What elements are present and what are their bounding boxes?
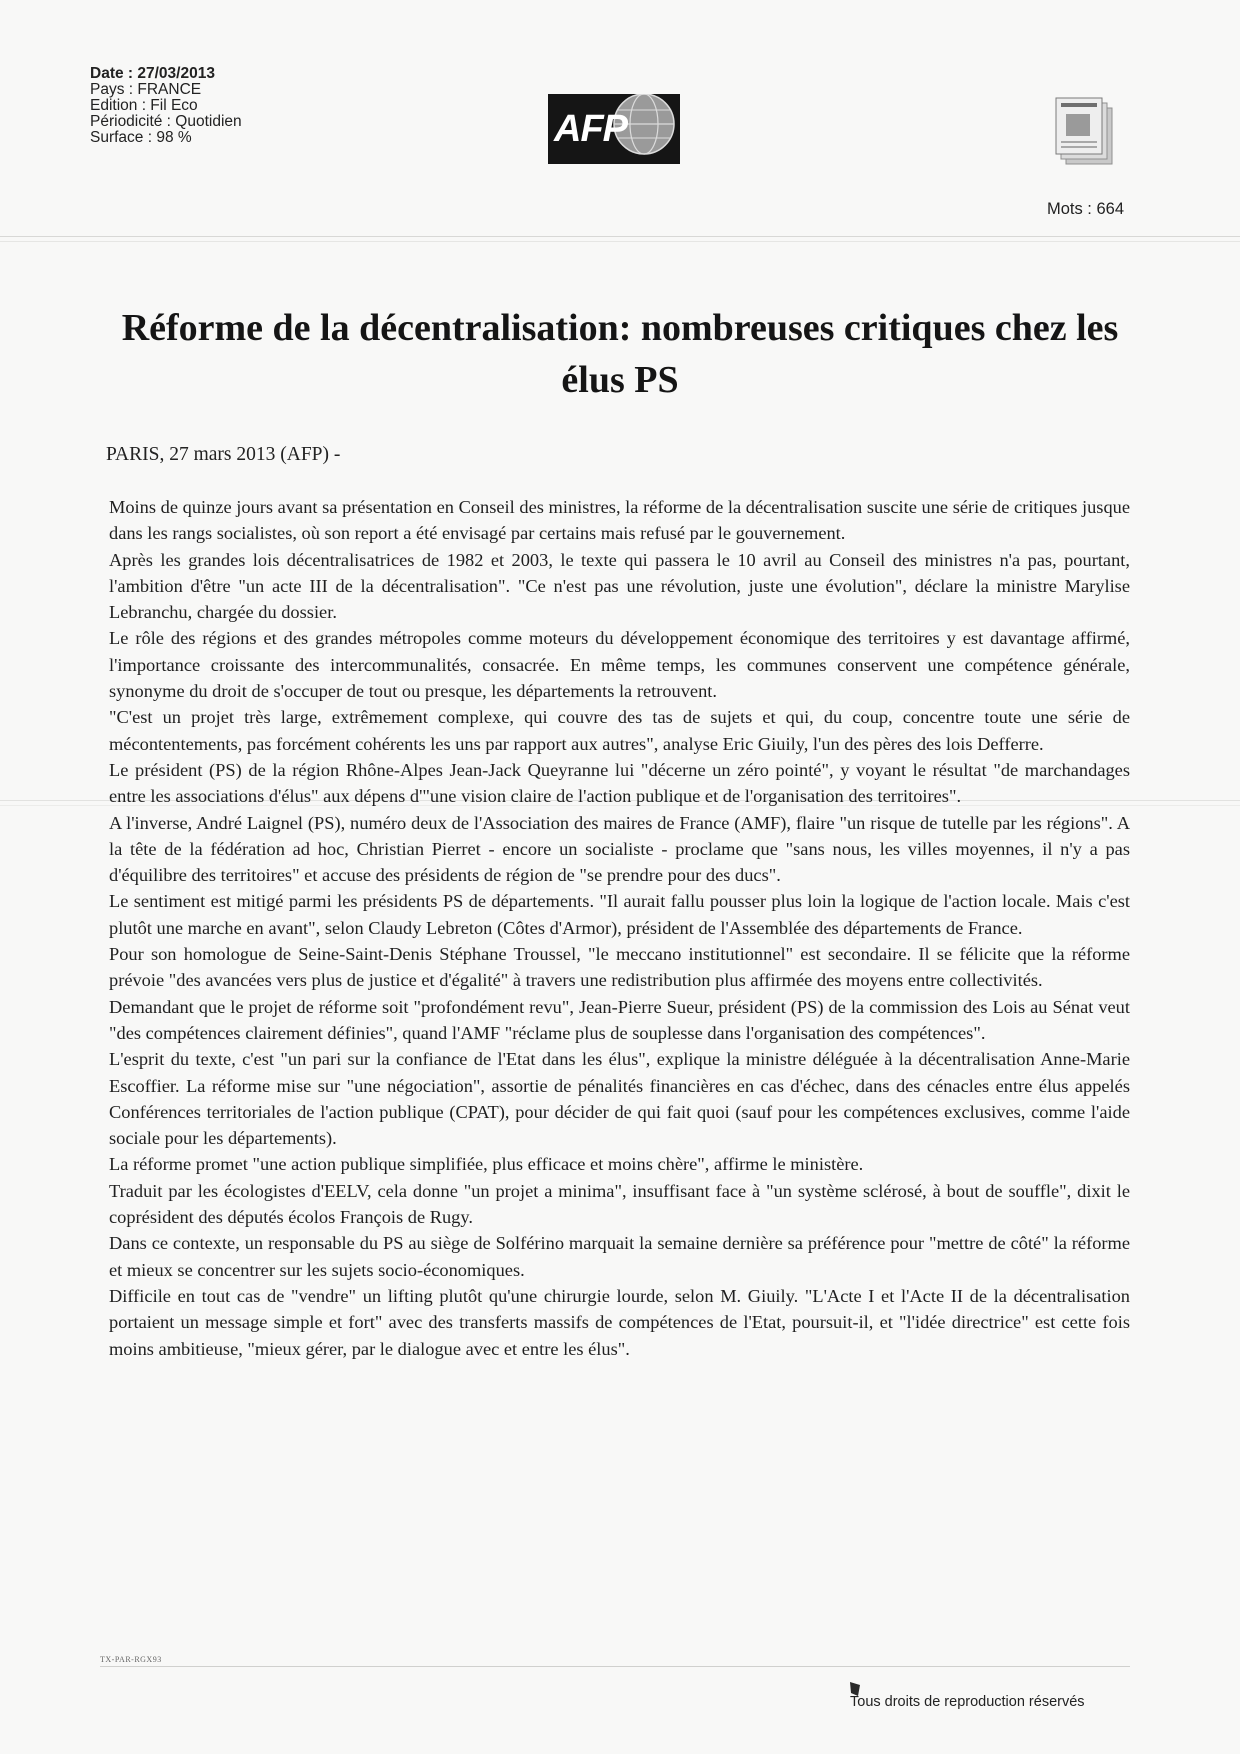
meta-periodicite: Périodicité : Quotidien (90, 113, 242, 130)
article-paragraph: Pour son homologue de Seine-Saint-Denis Stéphane Troussel, "le meccano institutionnel" est secondaire. Il se félicite que la réforme prévoie "des avancées vers plus de justice et d'égalité" à travers une redistribution plus affirmée des moyens entre collectivités. (109, 944, 1130, 991)
article-paragraph: L'esprit du texte, c'est "un pari sur la confiance de l'Etat dans les élus", explique la ministre déléguée à la décentralisation Anne-Marie Escoffier. La réforme mise sur "une négociation", assortie de pénalités financières en cas d'échec, dans des cénacles entre élus appelés Conférences territoriales de l'action publique (CPAT), pour décider de qui fait quoi (sauf pour les compétences exclusives, comme l'aide sociale pour les départements). (109, 1049, 1130, 1149)
article-paragraph: Le sentiment est mitigé parmi les présidents PS de départements. "Il aurait fallu pousser plus loin la logique de l'action locale. Mais c'est plutôt une marche en avant", selon Claudy Lebreton (Côtes d'Armor), président de l'Assemblée des départements de France. (109, 891, 1130, 938)
clipping-metadata (90, 66, 242, 146)
meta-pays: Pays : FRANCE (90, 81, 202, 98)
meta-date: Date : 27/03/2013 (90, 65, 215, 82)
article-paragraph: A l'inverse, André Laignel (PS), numéro deux de l'Association des maires de France (AMF), flaire "un risque de tutelle par les régions". A la tête de la fédération ad hoc, Christian Pierret - encore un socialiste - proclame que "sans nous, les villes moyennes, il n'y a pas d'équilibre des territoires" et accuse des présidents de région de "se prendre pour des ducs". (109, 812, 1130, 886)
header-divider (0, 236, 1240, 237)
article-paragraph: La réforme promet "une action publique simplifiée, plus efficace et moins chère", affirme le ministère. (109, 1154, 864, 1175)
article-dateline: PARIS, 27 mars 2013 (AFP) - (106, 444, 341, 465)
article-paragraph: Dans ce contexte, un responsable du PS au siège de Solférino marquait la semaine dernière sa préférence pour "mettre de côté" la réforme et mieux se concentrer sur les sujets socio-économiques. (109, 1233, 1130, 1280)
article-paragraph: Le rôle des régions et des grandes métropoles comme moteurs du développement économique des territoires y est davantage affirmé, l'importance croissante des intercommunalités, consacrée. En même temps, les communes conservent une compétence générale, synonyme du droit de s'occuper de tout ou presque, les départements la retrouvent. (109, 628, 1130, 702)
article-paragraph: "C'est un projet très large, extrêmement complexe, qui couvre des tas de sujets et qui, du coup, concentre toute une série de mécontentements, pas forcément cohérents les uns par rapport aux autres", analyse Eric Giuily, l'un des pères des lois Defferre. (109, 707, 1130, 754)
article-paragraph: Le président (PS) de la région Rhône-Alpes Jean-Jack Queyranne lui "décerne un zéro pointé", y voyant le résultat "de marchandages entre les associations d'élus" aux dépens d'"une vision claire de l'action publique et de l'organisation des territoires". (109, 759, 1130, 807)
footer-divider (100, 1666, 1130, 1667)
afp-logo (548, 94, 680, 164)
word-count: Mots : 664 (1046, 200, 1124, 218)
article-paragraph: Demandant que le projet de réforme soit "profondément revu", Jean-Pierre Sueur, président (PS) de la commission des Lois au Sénat veut "des compétences clairement définies", quand l'AMF "réclame plus de souplesse dans l'organisation des compétences". (109, 996, 1130, 1043)
article-paragraph: Traduit par les écologistes d'EELV, cela donne "un projet a minima", insuffisant face à "un système sclérosé, à bout de souffle", dixit le coprésident des députés écolos François de Rugy. (109, 1180, 1130, 1228)
meta-edition: Edition : Fil Eco (90, 97, 198, 114)
meta-surface: Surface : 98 % (90, 129, 192, 146)
afp-logo-text: AFP (554, 108, 627, 150)
newspaper-stack-icon (1052, 94, 1120, 170)
article-paragraph: Difficile en tout cas de "vendre" un lifting plutôt qu'une chirurgie lourde, selon M. Giuily. "L'Acte I et l'Acte II de la décentralisation portaient un message simple et fort" avec des transferts massifs de compétences de l'Etat, poursuit-il, et "l'idée directrice" est cette fois moins ambitieuse, "mieux gérer, par le dialogue avec et entre les élus". (109, 1285, 1130, 1359)
article-body (109, 494, 1130, 1362)
article-paragraph: Après les grandes lois décentralisatrices de 1982 et 2003, le texte qui passera le 10 avril au Conseil des ministres n'a pas, pourtant, l'ambition d'être "un acte III de la décentralisation". "Ce n'est pas une révolution, juste une évolution", déclare la ministre Marylise Lebranchu, chargée du dossier. (109, 549, 1130, 623)
header-divider-secondary (0, 241, 1240, 242)
article-paragraph: Moins de quinze jours avant sa présentation en Conseil des ministres, la réforme de la décentralisation suscite une série de critiques jusque dans les rangs socialistes, où son report a été envisagé par certains mais refusé par le gouvernement. (109, 497, 1130, 544)
article-title: Réforme de la décentralisation: nombreuses critiques chez les élus PS (121, 307, 1119, 401)
reference-code: TX-PAR-RGX93 (100, 1655, 162, 1664)
copyright-notice: Tous droits de reproduction réservés (850, 1694, 1085, 1710)
